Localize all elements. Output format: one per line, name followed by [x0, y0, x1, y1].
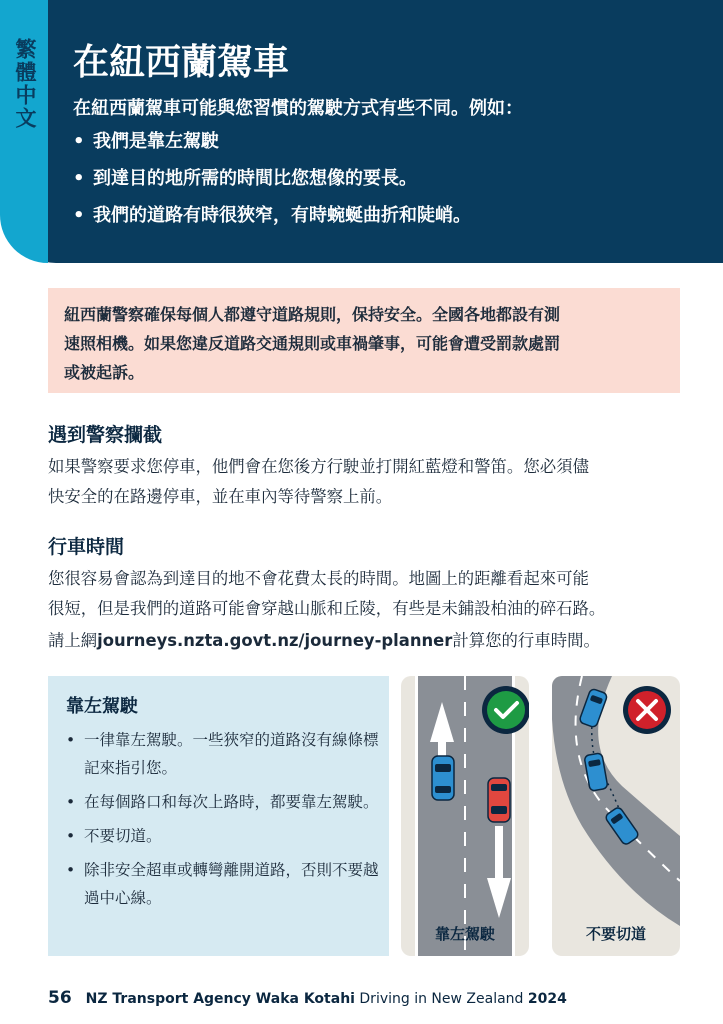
police-stop-paragraph: 如果警察要求您停車，他們會在您後方行駛並打開紅藍燈和警笛。您必須儘 快安全的在路邊停車，並在車內等待警察上前。	[48, 457, 589, 506]
no-corner-cutting-caption: 不要切道	[585, 925, 646, 943]
page-footer	[48, 988, 567, 1008]
page-number: 56	[48, 988, 72, 1008]
list-item: • 我們的道路有時很狹窄，有時蜿蜒曲折和陡峭。	[73, 205, 471, 226]
intro-text: 在紐西蘭駕車可能與您習慣的駕駛方式有些不同。例如：	[73, 98, 523, 119]
straight-road-graphic	[401, 676, 529, 956]
page-header	[0, 0, 723, 263]
list-item: • 一律靠左駕駛。一些狹窄的道路沒有線條標記來指引您。	[66, 731, 379, 777]
journey-planner-link[interactable]: journeys.nzta.govt.nz/journey-planner	[97, 631, 453, 650]
no-corner-cutting-illustration	[552, 676, 680, 956]
curved-road-graphic	[552, 676, 680, 956]
language-tab	[0, 0, 48, 263]
page-title: 在紐西蘭駕車	[73, 42, 290, 83]
keep-left-box	[48, 676, 389, 956]
language-label: 繁體中文	[13, 38, 37, 130]
footer-org: NZ Transport Agency Waka Kotahi	[85, 991, 355, 1007]
footer-year: 2024	[527, 991, 567, 1007]
keep-left-caption: 靠左駕駛	[434, 925, 495, 943]
travel-time-paragraph: 您很容易會認為到達目的地不會花費太長的時間。地圖上的距離看起來可能 很短，但是我們的道路可能會穿越山脈和丘陵，有些是未鋪設柏油的碎石路。	[48, 569, 606, 618]
police-notice-box	[48, 288, 680, 393]
travel-time-heading: 行車時間	[48, 536, 125, 558]
keep-left-heading: 靠左駕駛	[66, 696, 138, 717]
notice-line: 或被起訴。	[64, 363, 145, 382]
intro-bullets	[73, 130, 471, 241]
list-item: • 在每個路口和每次上路時，都要靠左駕駛。	[66, 793, 379, 811]
list-item: • 我們是靠左駕駛	[73, 131, 219, 152]
footer-doc-title: Driving in New Zealand	[354, 991, 528, 1007]
list-item: • 不要切道。	[66, 827, 162, 845]
notice-line: 速照相機。如果您違反道路交通規則或車禍肇事，可能會遭受罰款處罰	[64, 334, 561, 353]
list-item: • 到達目的地所需的時間比您想像的要長。	[73, 168, 417, 189]
keep-left-list	[62, 726, 380, 918]
keep-left-illustration	[401, 676, 529, 956]
list-item: • 除非安全超車或轉彎離開道路，否則不要越過中心線。	[66, 861, 379, 907]
notice-line: 紐西蘭警察確保每個人都遵守道路規則，保持安全。全國各地都設有測	[64, 305, 561, 324]
police-stop-heading: 遇到警察攔截	[48, 424, 163, 446]
journey-planner-line: 請上網journeys.nzta.govt.nz/journey-planner計算您的行車時間。	[48, 631, 600, 650]
